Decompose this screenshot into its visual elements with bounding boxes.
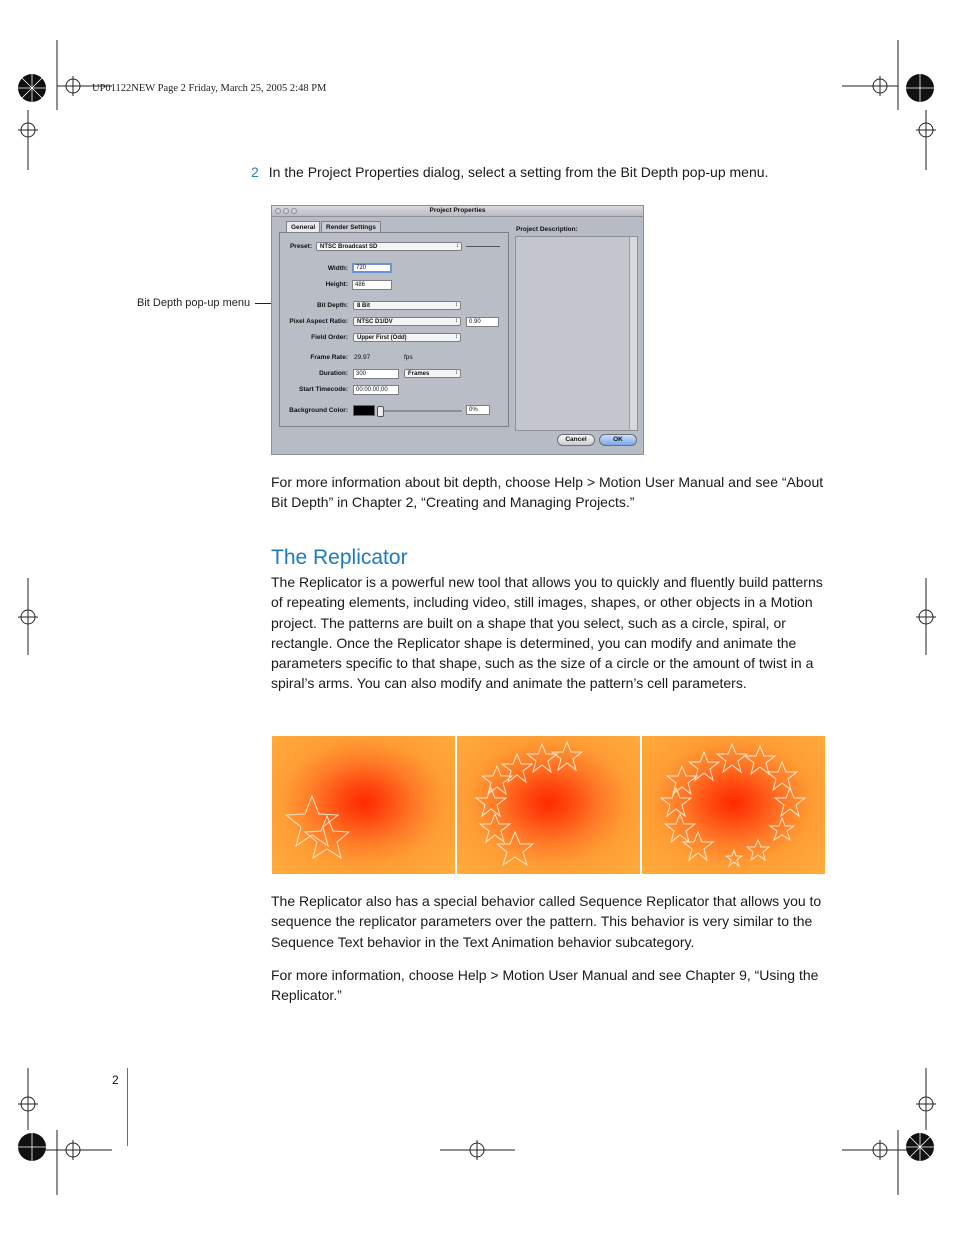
tab-general[interactable]: General <box>286 221 320 233</box>
tab-render-settings[interactable]: Render Settings <box>321 221 381 233</box>
page-number: 2 <box>112 1073 119 1087</box>
section-heading: The Replicator <box>271 546 408 569</box>
pixel-aspect-ratio-label: Pixel Aspect Ratio: <box>289 318 348 325</box>
description-scrollbar[interactable] <box>629 237 637 430</box>
step-2 <box>251 164 768 180</box>
background-color-label: Background Color: <box>289 407 348 414</box>
width-label: Width: <box>327 265 348 272</box>
start-timecode-label: Start Timecode: <box>298 386 348 393</box>
start-timecode-field[interactable]: 00:00:00;00 <box>353 385 399 395</box>
step-number: 2 <box>251 164 259 180</box>
dialog-title: Project Properties <box>429 207 486 214</box>
bit-depth-label: Bit Depth: <box>316 302 348 309</box>
height-label: Height: <box>325 281 348 288</box>
replicator-image-2 <box>457 736 640 874</box>
print-slug: UP01122NEW Page 2 Friday, March 25, 2005 2:48 PM <box>92 83 327 94</box>
replicator-image-1 <box>272 736 455 874</box>
cancel-button[interactable]: Cancel <box>557 434 595 446</box>
preset-popup[interactable]: NTSC Broadcast SD ↕ <box>316 242 462 251</box>
opacity-percent-field[interactable]: 0% <box>466 405 490 415</box>
replicator-image-3 <box>642 736 825 874</box>
step-text: In the Project Properties dialog, select a setting from the Bit Depth pop-up menu. <box>268 164 769 180</box>
bit-depth-popup[interactable]: 8 Bit ↕ <box>353 301 461 310</box>
frame-rate-unit: fps <box>404 354 413 361</box>
project-properties-dialog <box>271 205 644 455</box>
background-color-swatch[interactable] <box>353 405 375 416</box>
opacity-slider-track[interactable] <box>378 410 462 412</box>
field-order-label: Field Order: <box>311 334 348 341</box>
bit-depth-callout: Bit Depth pop-up menu <box>137 297 251 309</box>
general-panel <box>279 232 509 427</box>
project-description-label: Project Description: <box>516 226 578 233</box>
preset-divider <box>466 246 500 247</box>
duration-unit-popup[interactable]: Frames ↕ <box>404 369 461 378</box>
project-description-textarea[interactable] <box>515 236 638 431</box>
frame-rate-label: Frame Rate: <box>310 354 348 361</box>
duration-field[interactable]: 300 <box>353 369 399 379</box>
stars-outline-1 <box>272 736 455 874</box>
stars-outline-3 <box>642 736 825 874</box>
paragraph-replicator-intro: The Replicator is a powerful new tool that allows you to quickly and fluently build patterns of repeating elements, including video, still images, shapes, or other objects in a Motion project. The patterns are built on a shape that you select, such as a circle, spiral, or rectangle. Once the Replicator shape is determined, you can modify and animate the parameters specific to that shape, such as the size of a circle or the amount of twist in a spiral’s arms. You can also modify and animate the pattern’s cell parameters. <box>271 574 823 692</box>
field-order-popup[interactable]: Upper First (Odd) ↕ <box>353 333 461 342</box>
duration-label: Duration: <box>319 370 348 377</box>
dialog-titlebar <box>272 206 643 217</box>
paragraph-bit-depth: For more information about bit depth, choose Help > Motion User Manual and see “About Bit Depth” in Chapter 2, “Creating and Managing Projects.” <box>271 474 824 511</box>
stars-outline-2 <box>457 736 640 874</box>
paragraph-sequence-replicator: The Replicator also has a special behavior called Sequence Replicator that allows you to sequence the replicator parameters over the pattern. This behavior is very similar to the Sequence Text behavior in the Text Animation behavior subcategory. <box>271 893 822 950</box>
frame-rate-value: 29.97 <box>354 354 371 361</box>
paragraph-more-info: For more information, choose Help > Motion User Manual and see Chapter 9, “Using the Replicator.” <box>271 967 819 1004</box>
width-field[interactable]: 720 <box>352 263 392 273</box>
height-field[interactable]: 486 <box>352 280 392 290</box>
preset-label: Preset: <box>289 243 312 250</box>
ok-button[interactable]: OK <box>599 434 637 446</box>
pixel-aspect-ratio-field[interactable]: 0.90 <box>466 317 499 327</box>
page-number-rule <box>127 1068 128 1146</box>
pixel-aspect-ratio-popup[interactable]: NTSC D1/DV ↕ <box>353 317 461 326</box>
opacity-slider-thumb[interactable] <box>377 406 384 417</box>
